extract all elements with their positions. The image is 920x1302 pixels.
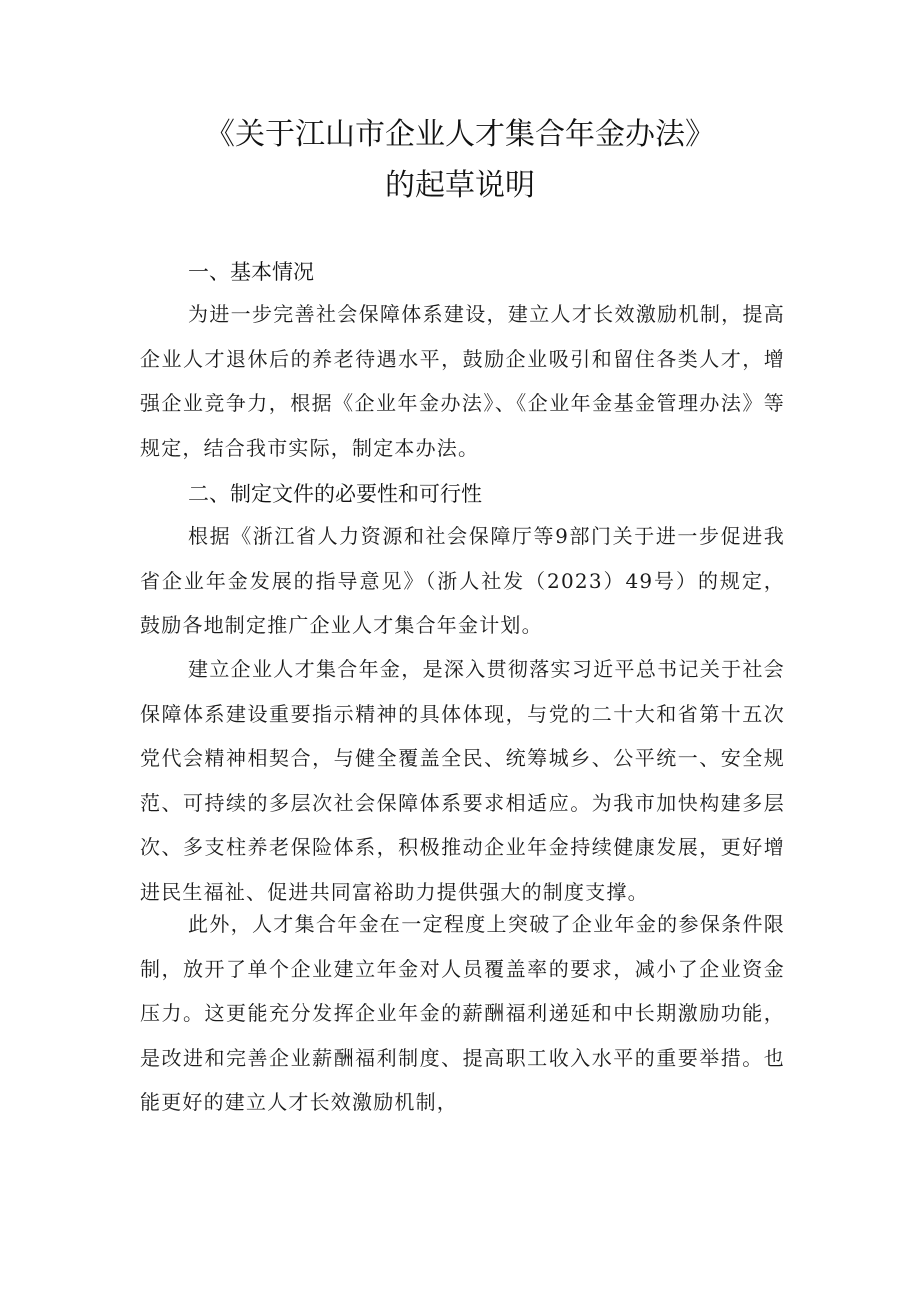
document-title-line2: 的起草说明: [385, 168, 535, 203]
section-heading-basic-info: 一、基本情况: [188, 260, 314, 284]
paragraph-basic-info: 为进一步完善社会保障体系建设，建立人才长效激励机制，提高企业人才退休后的养老待遇水平，鼓励企业吸引和留住各类人才，增强企业竞争力，根据《企业年金办法》、《企业年金基金管理办法》等规定，结合我市实际，制定本办法。: [140, 302, 785, 460]
paragraph-necessity-additional: 此外，人才集合年金在一定程度上突破了企业年金的参保条件限制，放开了单个企业建立年金对人员覆盖率的要求，减小了企业资金压力。这更能充分发挥企业年金的薪酬福利递延和中长期激励功能，是改进和完善企业薪酬福利制度、提高职工收入水平的重要举措。也能更好的建立人才长效激励机制，: [140, 912, 785, 1114]
document-title-line1: 《关于江山市企业人才集合年金办法》: [205, 117, 715, 152]
paragraph-necessity-basis: 根据《浙江省人力资源和社会保障厅等9部门关于进一步促进我省企业年金发展的指导意见》（浙人社发（2023）49号）的规定，鼓励各地制定推广企业人才集合年金计划。: [140, 524, 785, 637]
section-heading-necessity: 二、制定文件的必要性和可行性: [188, 482, 482, 506]
paragraph-necessity-significance: 建立企业人才集合年金，是深入贯彻落实习近平总书记关于社会保障体系建设重要指示精神的具体体现，与党的二十大和省第十五次党代会精神相契合，与健全覆盖全民、统筹城乡、公平统一、安全规范、可持续的多层次社会保障体系要求相适应。为我市加快构建多层次、多支柱养老保险体系，积极推动企业年金持续健康发展，更好增进民生福祉、促进共同富裕助力提供强大的制度支撑。: [140, 657, 785, 904]
